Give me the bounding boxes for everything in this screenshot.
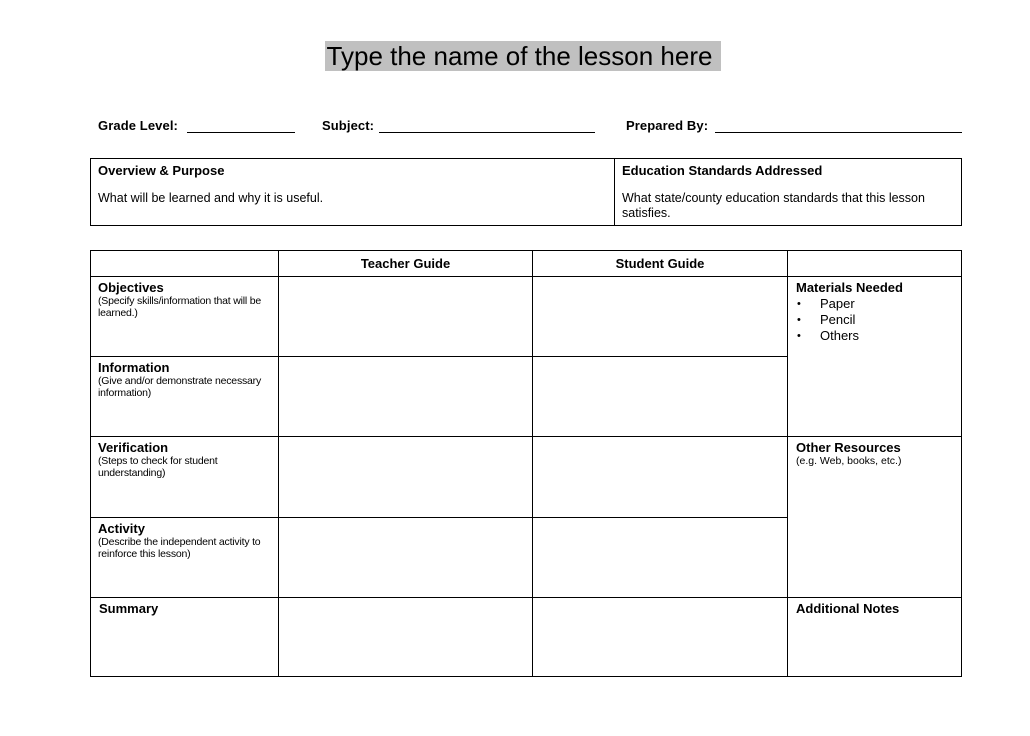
row-objectives bbox=[98, 280, 276, 319]
verification-heading: Verification bbox=[98, 440, 169, 455]
summary-teacher-cell[interactable] bbox=[279, 598, 532, 676]
notes-cell[interactable] bbox=[796, 601, 956, 616]
grade-level-label: Grade Level: bbox=[98, 118, 178, 133]
materials-heading: Materials Needed bbox=[796, 280, 903, 295]
row-summary bbox=[99, 601, 277, 616]
notes-heading: Additional Notes bbox=[796, 601, 900, 616]
row-activity bbox=[98, 521, 276, 560]
overview-cell[interactable] bbox=[91, 159, 615, 225]
resources-heading: Other Resources bbox=[796, 440, 901, 455]
objectives-student-cell[interactable] bbox=[533, 277, 787, 356]
materials-item: • Paper bbox=[797, 296, 855, 311]
lesson-plan-table bbox=[90, 250, 962, 677]
objectives-heading: Objectives bbox=[98, 280, 164, 295]
row-information bbox=[98, 360, 276, 399]
objectives-teacher-cell[interactable] bbox=[279, 277, 532, 356]
title-wrapper bbox=[0, 41, 1030, 71]
bullet-icon: • bbox=[797, 314, 801, 326]
grade-level-field[interactable] bbox=[187, 132, 295, 133]
teacher-guide-header: Teacher Guide bbox=[360, 256, 451, 271]
student-guide-header: Student Guide bbox=[615, 256, 705, 271]
activity-teacher-cell[interactable] bbox=[279, 518, 532, 597]
resources-hint: (e.g. Web, books, etc.) bbox=[796, 455, 902, 467]
standards-cell[interactable] bbox=[615, 159, 961, 225]
subject-field[interactable] bbox=[379, 132, 595, 133]
verification-student-cell[interactable] bbox=[533, 437, 787, 517]
overview-table bbox=[90, 158, 962, 226]
verification-teacher-cell[interactable] bbox=[279, 437, 532, 517]
overview-body: What will be learned and why it is useful. bbox=[98, 191, 324, 205]
bullet-icon: • bbox=[797, 298, 801, 310]
materials-item: • Others bbox=[797, 328, 860, 343]
standards-heading: Education Standards Addressed bbox=[622, 163, 823, 178]
standards-body: What state/county education standards that this lesson satisfies. bbox=[622, 191, 925, 220]
row-verification bbox=[98, 440, 276, 479]
materials-cell[interactable] bbox=[796, 280, 956, 344]
summary-heading: Summary bbox=[99, 601, 159, 616]
prepared-by-label: Prepared By: bbox=[626, 118, 709, 133]
information-hint: (Give and/or demonstrate necessary information) bbox=[98, 375, 262, 399]
verification-hint: (Steps to check for student understanding) bbox=[98, 455, 218, 479]
information-student-cell[interactable] bbox=[533, 357, 787, 436]
column-divider bbox=[787, 251, 788, 676]
prepared-by-field[interactable] bbox=[715, 132, 962, 133]
activity-heading: Activity bbox=[98, 521, 145, 536]
information-teacher-cell[interactable] bbox=[279, 357, 532, 436]
activity-hint: (Describe the independent activity to reinforce this lesson) bbox=[98, 536, 261, 560]
materials-list bbox=[796, 296, 956, 344]
objectives-hint: (Specify skills/information that will be learned.) bbox=[98, 295, 261, 319]
information-heading: Information bbox=[98, 360, 170, 375]
bullet-icon: • bbox=[797, 330, 801, 342]
resources-cell[interactable] bbox=[796, 440, 956, 467]
activity-student-cell[interactable] bbox=[533, 518, 787, 597]
materials-item: • Pencil bbox=[797, 312, 856, 327]
subject-label: Subject: bbox=[322, 118, 375, 133]
lesson-title[interactable]: Type the name of the lesson here bbox=[325, 41, 722, 71]
summary-student-cell[interactable] bbox=[533, 598, 787, 676]
overview-heading: Overview & Purpose bbox=[98, 163, 225, 178]
